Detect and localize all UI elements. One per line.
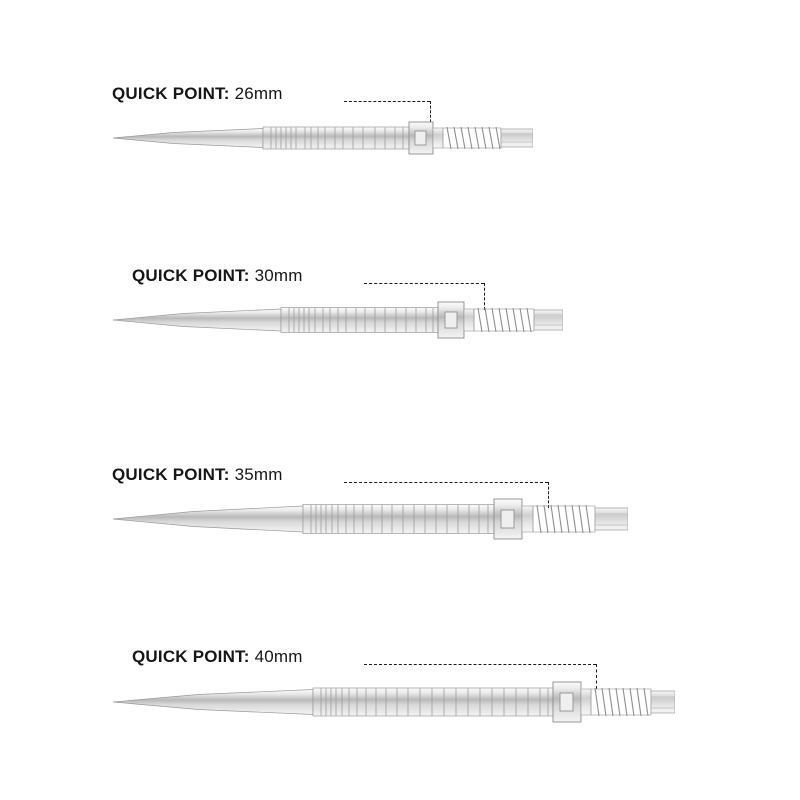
quick-point-label-prefix-30mm: QUICK POINT:: [132, 266, 250, 285]
quick-point-label-prefix-40mm: QUICK POINT:: [132, 647, 250, 666]
dart-point-graphic-35mm: [113, 494, 628, 544]
quick-point-size-30mm: 30mm: [254, 266, 303, 285]
quick-point-label-prefix-35mm: QUICK POINT:: [112, 465, 230, 484]
dart-point-graphic-30mm: [113, 298, 563, 342]
leader-line-40mm: [364, 664, 596, 665]
quick-point-size-26mm: 26mm: [234, 84, 283, 103]
leader-line-26mm: [344, 101, 430, 102]
quick-point-label-26mm: [112, 85, 283, 102]
leader-line-30mm: [364, 283, 484, 284]
dart-point-graphic-40mm: [113, 678, 675, 726]
leader-line-35mm: [344, 482, 548, 483]
quick-point-label-30mm: [132, 267, 303, 284]
quick-point-size-40mm: 40mm: [254, 647, 303, 666]
quick-point-label-40mm: [132, 648, 303, 665]
quick-point-size-35mm: 35mm: [234, 465, 283, 484]
quick-point-label-35mm: [112, 466, 283, 483]
dart-point-graphic-26mm: [113, 118, 533, 158]
quick-point-label-prefix-26mm: QUICK POINT:: [112, 84, 230, 103]
